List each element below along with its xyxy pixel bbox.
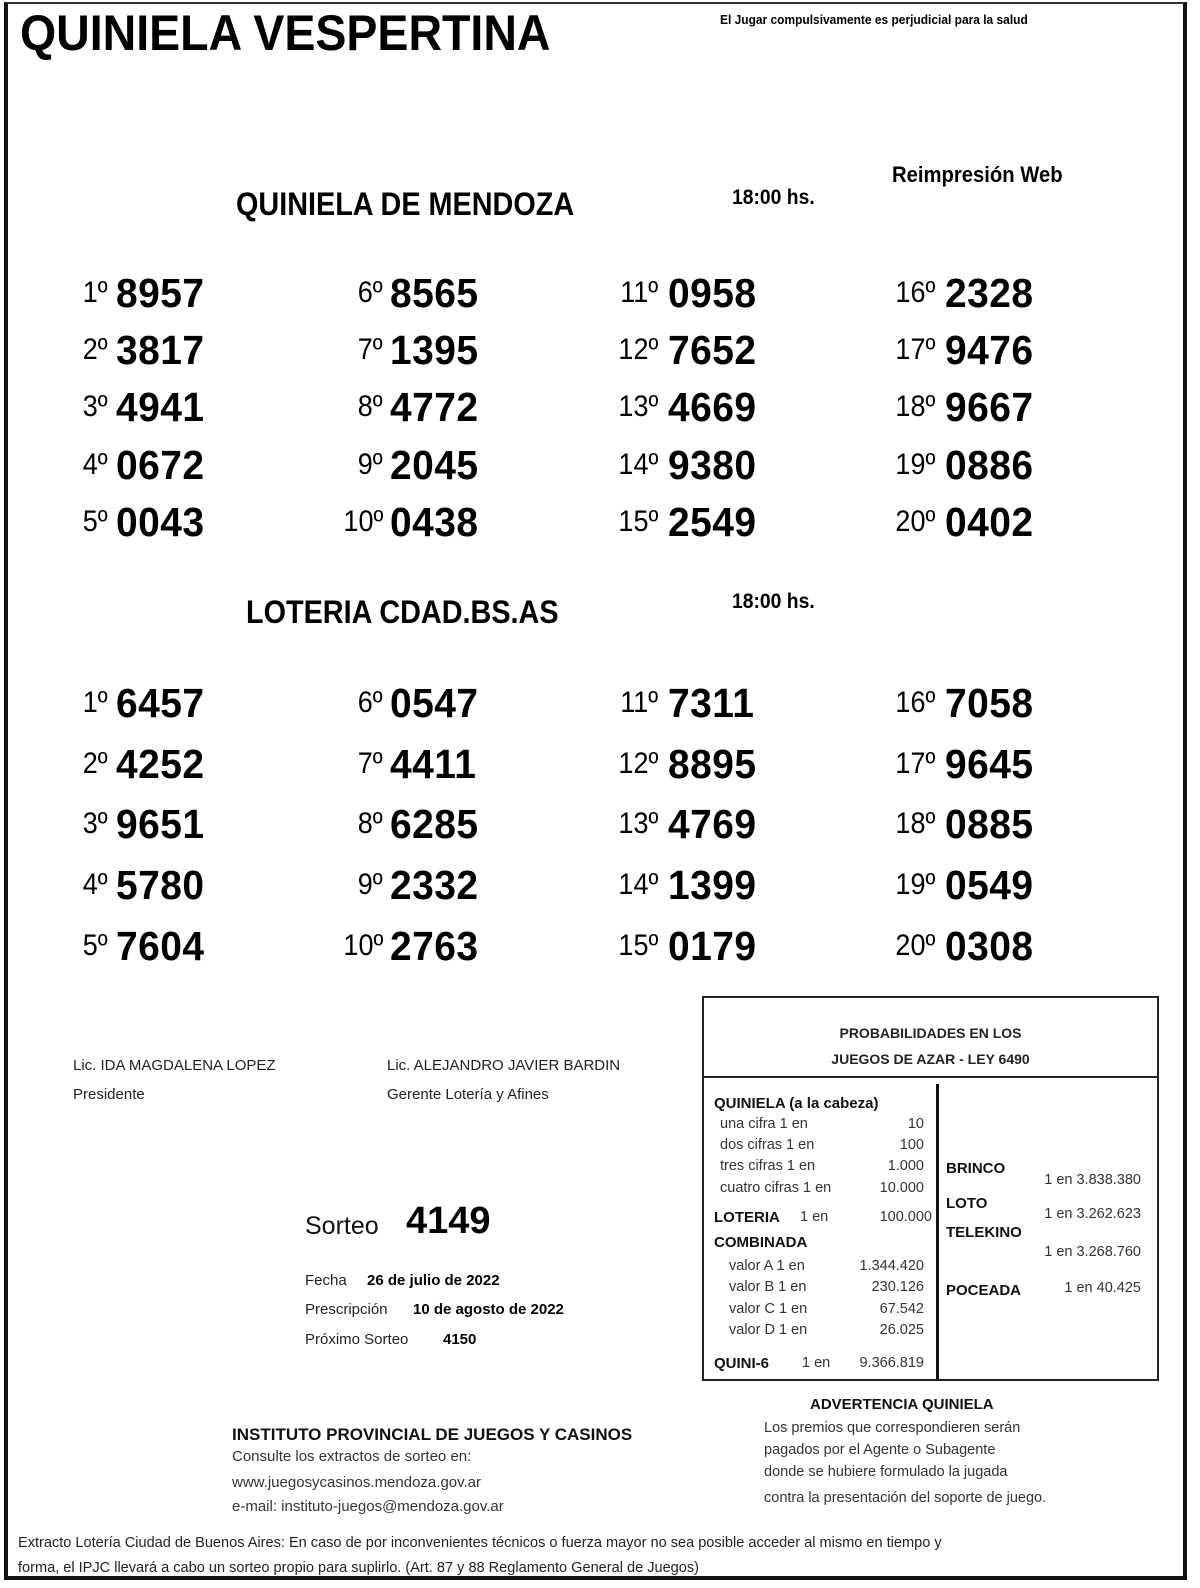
result-number: 0043 [116,499,205,545]
prob-value: 100 [899,1137,924,1153]
prob-value: 230.126 [871,1279,924,1295]
advertencia-line: pagados por el Agente o Subagente [764,1442,996,1458]
position-label: 18º [895,390,935,423]
institute-website-link[interactable]: www.juegosycasinos.mendoza.gov.ar [232,1474,482,1491]
quini6-prob-en: 1 en [802,1355,831,1371]
result-number: 9380 [668,442,757,488]
brinco-prob-label: BRINCO [946,1160,1006,1177]
result-number: 9476 [945,327,1034,373]
advertencia-line: donde se hubiere formulado la jugada [764,1464,1008,1480]
result-number: 8957 [116,270,205,316]
loteria-prob-en: 1 en [800,1209,829,1225]
position-label: 14º [618,868,658,901]
result-number: 2328 [945,270,1034,316]
position-label: 5º [83,505,108,538]
result-number: 9651 [116,801,205,847]
probabilities-divider [936,1084,939,1379]
quini6-prob-value: 9.366.819 [859,1355,924,1371]
position-label: 19º [895,868,935,901]
prescripcion-label: Prescripción [305,1301,388,1318]
probabilities-title-line2: JUEGOS DE AZAR - LEY 6490 [831,1051,1030,1067]
result-number: 5780 [116,862,205,908]
prob-label: valor B 1 en [729,1279,807,1295]
telekino-prob-label: TELEKINO [946,1224,1022,1241]
loteria-prob-value: 100.000 [879,1209,932,1225]
sorteo-number: 4149 [406,1200,491,1242]
result-number: 6285 [390,801,479,847]
position-label: 3º [83,390,108,423]
institute-consult: Consulte los extractos de sorteo en: [232,1448,472,1465]
position-label: 4º [83,448,108,481]
signature-name-president: Lic. IDA MAGDALENA LOPEZ [73,1057,276,1074]
result-number: 4669 [668,384,757,430]
position-label: 3º [83,807,108,840]
result-number: 0672 [116,442,205,488]
prob-label: valor D 1 en [729,1322,808,1338]
prob-label: valor A 1 en [729,1258,805,1274]
reprint-label: Reimpresión Web [892,162,1063,187]
fecha-label: Fecha [305,1272,347,1289]
telekino-prob-value: 1 en 3.268.760 [1044,1244,1141,1260]
position-label: 2º [83,747,108,780]
quiniela-prob-title: QUINIELA (a la cabeza) [714,1095,879,1112]
footer-note-line1: Extracto Lotería Ciudad de Buenos Aires: En caso de por inconvenientes técnicos o fuerza mayor no sea posible acceder al mismo en tiempo y [18,1534,942,1551]
result-number: 9645 [945,741,1034,787]
result-number: 7604 [116,923,205,969]
result-number: 0179 [668,923,757,969]
signature-role-president: Presidente [73,1086,145,1103]
proximo-sorteo-label: Próximo Sorteo [305,1331,409,1348]
prob-label: una cifra 1 en [720,1116,808,1132]
result-number: 0547 [390,680,479,726]
prob-value: 26.025 [879,1322,924,1338]
position-label: 10º [343,505,383,538]
result-number: 0549 [945,862,1034,908]
loto-prob-value: 1 en 3.262.623 [1044,1206,1141,1222]
result-number: 1395 [390,327,479,373]
result-number: 4252 [116,741,205,787]
position-label: 9º [358,868,383,901]
quini6-prob-label: QUINI-6 [714,1355,770,1372]
position-label: 1º [83,276,108,309]
health-warning: El Jugar compulsivamente es perjudicial para la salud [720,12,1028,27]
position-label: 7º [358,333,383,366]
position-label: 10º [343,929,383,962]
position-label: 11º [620,276,658,309]
position-label: 16º [895,276,935,309]
prob-value: 1.000 [887,1158,924,1174]
footer-note-line2: forma, el IPJC llevará a cabo un sorteo propio para suplirlo. (Art. 87 y 88 Reglamento General de Juegos) [18,1559,699,1576]
result-number: 9667 [945,384,1034,430]
advertencia-line: contra la presentación del soporte de juego. [764,1490,1047,1506]
loteria-prob-label: LOTERIA [714,1209,780,1226]
probabilities-header [704,998,1157,1078]
prob-label: tres cifras 1 en [720,1158,816,1174]
result-number: 8895 [668,741,757,787]
probabilities-box [702,996,1159,1381]
position-label: 14º [618,448,658,481]
position-label: 6º [358,686,383,719]
position-label: 11º [620,686,658,719]
prob-label: dos cifras 1 en [720,1137,815,1153]
position-label: 20º [895,929,935,962]
position-label: 13º [618,807,658,840]
result-number: 8565 [390,270,479,316]
prob-label: cuatro cifras 1 en [720,1180,832,1196]
institute-title: INSTITUTO PROVINCIAL DE JUEGOS Y CASINOS [232,1425,633,1444]
position-label: 7º [358,747,383,780]
position-label: 19º [895,448,935,481]
position-label: 12º [618,747,658,780]
result-number: 4411 [390,741,477,787]
result-number: 0886 [945,442,1034,488]
position-label: 15º [618,505,658,538]
mendoza-title: QUINIELA DE MENDOZA [236,186,575,222]
result-number: 4769 [668,801,757,847]
position-label: 9º [358,448,383,481]
result-number: 0958 [668,270,757,316]
result-number: 2045 [390,442,479,488]
position-label: 1º [83,686,108,719]
page-title: QUINIELA VESPERTINA [20,5,551,61]
prob-value: 1.344.420 [859,1258,924,1274]
prob-label: valor C 1 en [729,1301,808,1317]
position-label: 17º [895,333,935,366]
position-label: 4º [83,868,108,901]
result-number: 2332 [390,862,479,908]
probabilities-title-line1: PROBABILIDADES EN LOS [839,1025,1022,1041]
position-label: 20º [895,505,935,538]
position-label: 6º [358,276,383,309]
result-number: 7311 [668,680,755,726]
position-label: 17º [895,747,935,780]
position-label: 8º [358,807,383,840]
result-number: 3817 [116,327,205,373]
poceada-prob-label: POCEADA [946,1282,1022,1299]
result-number: 6457 [116,680,205,726]
result-number: 0438 [390,499,479,545]
position-label: 2º [83,333,108,366]
position-label: 5º [83,929,108,962]
proximo-sorteo-value: 4150 [443,1331,477,1348]
signature-name-manager: Lic. ALEJANDRO JAVIER BARDIN [387,1057,621,1074]
position-label: 15º [618,929,658,962]
ciudad-title: LOTERIA CDAD.BS.AS [246,594,559,630]
result-number: 2763 [390,923,479,969]
prob-value: 67.542 [879,1301,924,1317]
result-number: 0308 [945,923,1034,969]
fecha-value: 26 de julio de 2022 [367,1272,500,1289]
result-number: 4941 [116,384,205,430]
position-label: 18º [895,807,935,840]
brinco-prob-value: 1 en 3.838.380 [1044,1172,1141,1188]
prob-value: 10.000 [879,1180,924,1196]
poceada-prob-value: 1 en 40.425 [1064,1280,1141,1296]
institute-email-link[interactable]: e-mail: instituto-juegos@mendoza.gov.ar [232,1498,504,1515]
result-number: 4772 [390,384,479,430]
prob-value: 10 [907,1116,924,1132]
result-number: 7652 [668,327,757,373]
result-number: 0402 [945,499,1034,545]
sorteo-label: Sorteo [305,1212,379,1240]
position-label: 16º [895,686,935,719]
position-label: 13º [618,390,658,423]
result-number: 2549 [668,499,757,545]
prescripcion-value: 10 de agosto de 2022 [413,1301,564,1318]
position-label: 8º [358,390,383,423]
result-number: 1399 [668,862,757,908]
advertencia-line: Los premios que correspondieren serán [764,1420,1021,1436]
advertencia-title: ADVERTENCIA QUINIELA [810,1396,994,1413]
result-number: 7058 [945,680,1034,726]
mendoza-time: 18:00 hs. [732,186,815,209]
result-number: 0885 [945,801,1034,847]
ciudad-time: 18:00 hs. [732,590,815,613]
position-label: 12º [618,333,658,366]
loto-prob-label: LOTO [946,1195,988,1212]
combinada-prob-title: COMBINADA [714,1234,808,1251]
signature-role-manager: Gerente Lotería y Afines [387,1086,549,1103]
